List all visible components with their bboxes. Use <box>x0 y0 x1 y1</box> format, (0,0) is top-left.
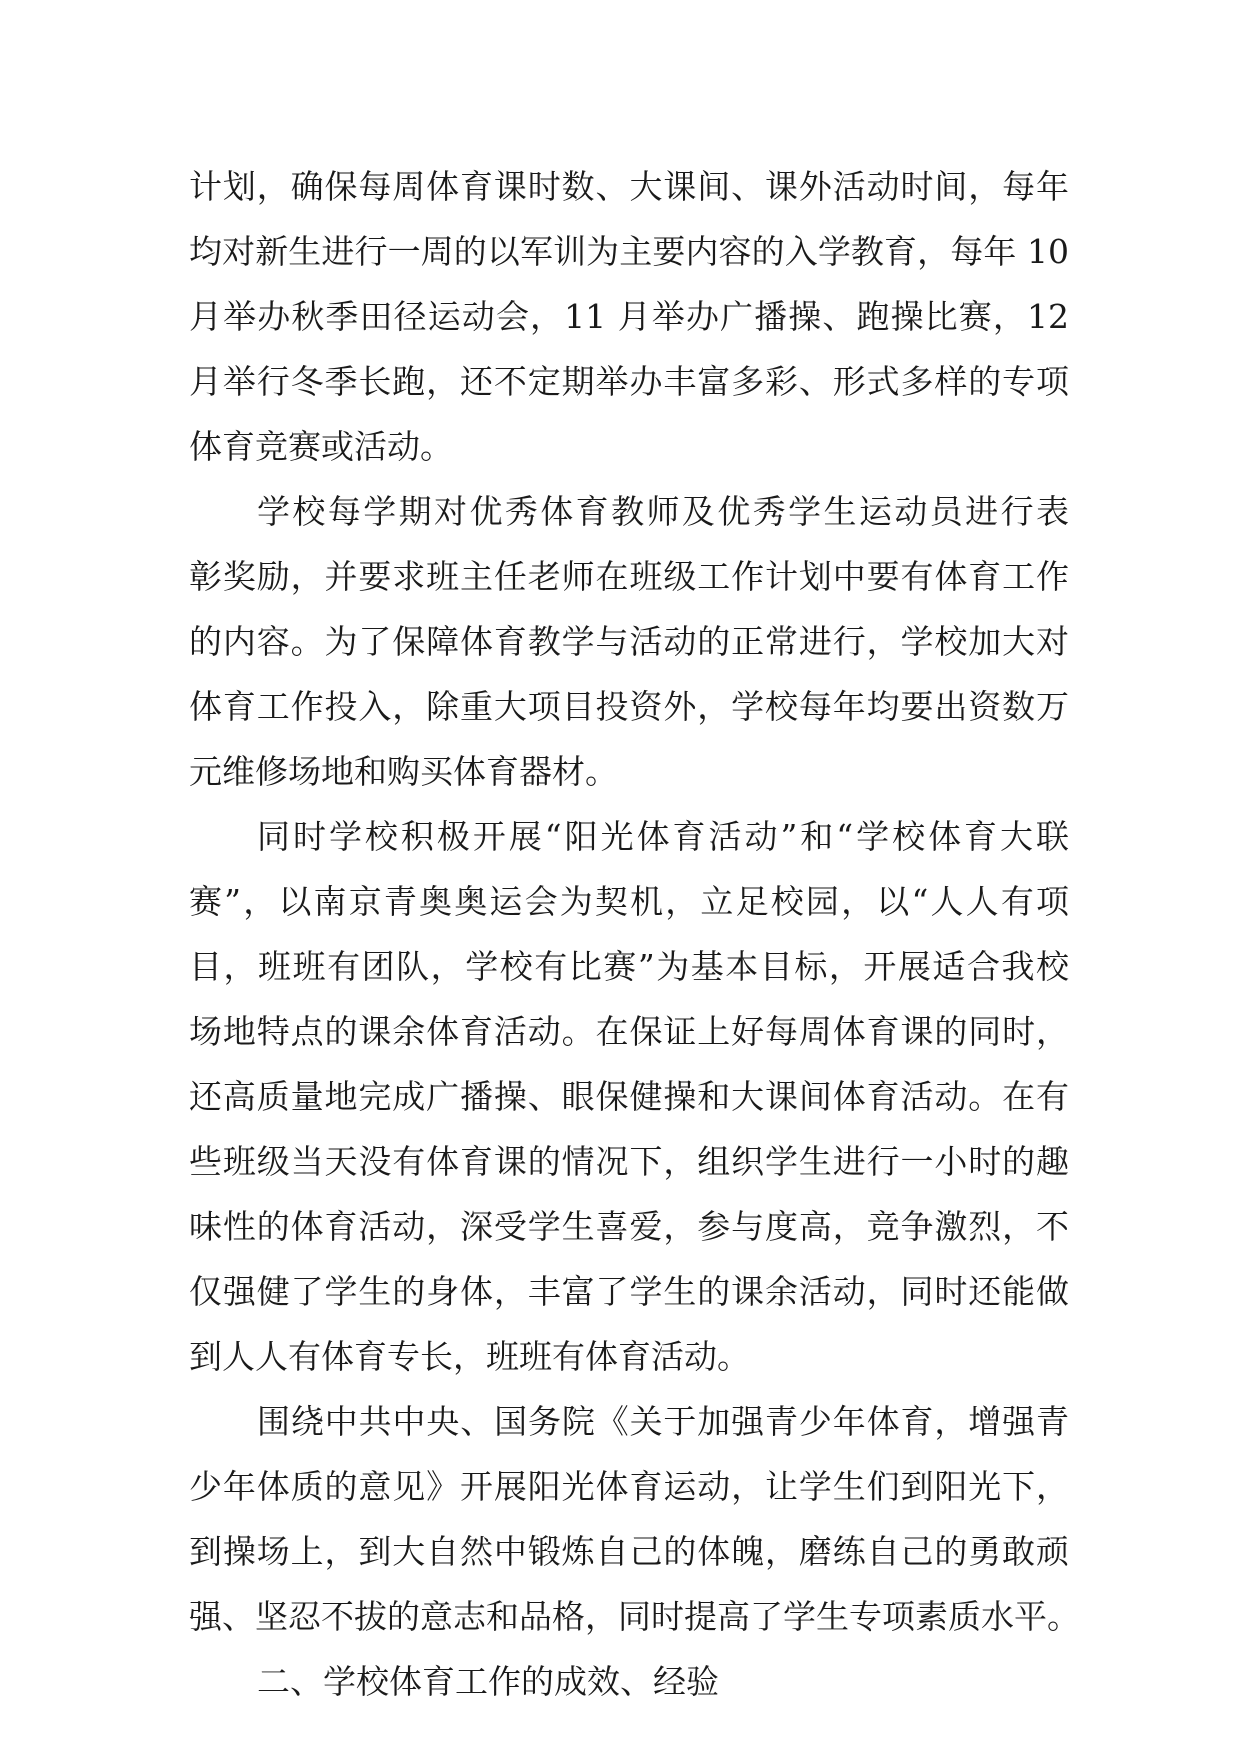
text-line: 目，班班有团队，学校有比赛”为基本目标，开展适合我校 <box>189 947 1069 986</box>
text-line: 些班级当天没有体育课的情况下，组织学生进行一小时的趣 <box>189 1142 1069 1181</box>
paragraph-policy <box>189 1389 1080 1649</box>
text-line: 月举行冬季长跑，还不定期举办丰富多彩、形式多样的专项 <box>189 362 1069 401</box>
paragraph-activities-schedule <box>189 154 1069 479</box>
text-line: 彰奖励，并要求班主任老师在班级工作计划中要有体育工作 <box>189 557 1069 596</box>
text-line: 体育工作投入，除重大项目投资外，学校每年均要出资数万 <box>189 687 1069 726</box>
text-line: 少年体质的意见》开展阳光体育运动，让学生们到阳光下， <box>189 1467 1069 1506</box>
text-line: 到操场上，到大自然中锻炼自己的体魄，磨练自己的勇敢顽 <box>189 1532 1069 1571</box>
section-heading <box>189 1649 1069 1714</box>
paragraph-sunshine-sports <box>189 804 1069 1389</box>
text-line: 的内容。为了保障体育教学与活动的正常进行，学校加大对 <box>189 622 1069 661</box>
text-line: 还高质量地完成广播操、眼保健操和大课间体育活动。在有 <box>189 1077 1069 1116</box>
text-line: 仅强健了学生的身体，丰富了学生的课余活动，同时还能做 <box>189 1272 1069 1311</box>
text-line: 到人人有体育专长，班班有体育活动。 <box>189 1337 750 1376</box>
text-line: 计划，确保每周体育课时数、大课间、课外活动时间，每年 <box>189 167 1069 206</box>
text-line: 体育竞赛或活动。 <box>189 427 453 466</box>
text-line: 强、坚忍不拔的意志和品格，同时提高了学生专项素质水平。 <box>189 1597 1080 1636</box>
text-line: 月举办秋季田径运动会，11 月举办广播操、跑操比赛，12 <box>189 297 1069 336</box>
text-line: 学校每学期对优秀体育教师及优秀学生运动员进行表 <box>257 492 1069 531</box>
text-line: 元维修场地和购买体育器材。 <box>189 752 618 791</box>
text-line: 味性的体育活动，深受学生喜爱，参与度高，竞争激烈，不 <box>189 1207 1069 1246</box>
text-line: 围绕中共中央、国务院《关于加强青少年体育，增强青 <box>257 1402 1069 1441</box>
text-line: 同时学校积极开展“阳光体育活动”和“学校体育大联 <box>257 817 1069 856</box>
text-line: 赛”，以南京青奥奥运会为契机，立足校园，以“人人有项 <box>189 882 1069 921</box>
paragraph-rewards-investment <box>189 479 1069 804</box>
document-body <box>189 154 1080 1714</box>
text-line: 均对新生进行一周的以军训为主要内容的入学教育，每年 10 <box>189 232 1069 271</box>
section-heading-text: 二、学校体育工作的成效、经验 <box>257 1662 719 1701</box>
text-line: 场地特点的课余体育活动。在保证上好每周体育课的同时， <box>189 1012 1069 1051</box>
